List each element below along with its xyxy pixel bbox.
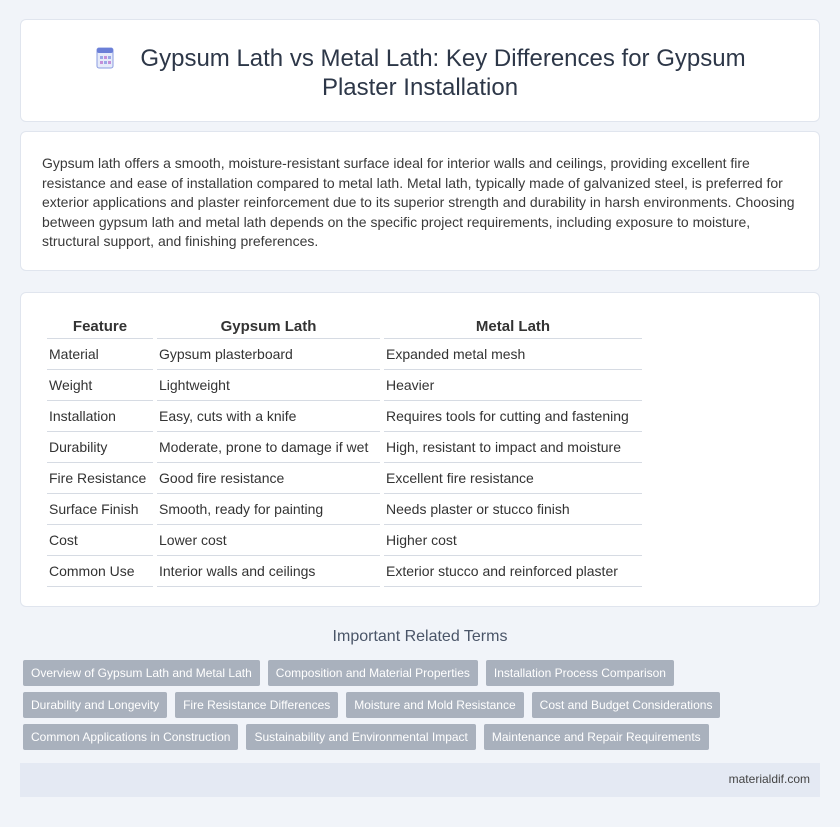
related-tag[interactable]: Fire Resistance Differences <box>175 692 338 718</box>
related-tag[interactable]: Moisture and Mold Resistance <box>346 692 523 718</box>
table-row <box>47 432 642 463</box>
metal-cell: Excellent fire resistance <box>384 463 642 494</box>
footer-site[interactable]: materialdif.com <box>728 772 810 786</box>
related-tags-row-1 <box>23 660 674 686</box>
metal-cell: Higher cost <box>384 525 642 556</box>
title-wrap <box>21 44 819 102</box>
feature-cell: Material <box>47 339 153 370</box>
feature-cell: Durability <box>47 432 153 463</box>
document-icon <box>94 47 116 69</box>
gypsum-cell: Smooth, ready for painting <box>157 494 380 525</box>
page-title-text: Gypsum Lath vs Metal Lath: Key Differences for Gypsum Plaster Installation <box>140 45 746 101</box>
feature-cell: Weight <box>47 370 153 401</box>
gypsum-cell: Moderate, prone to damage if wet <box>157 432 380 463</box>
gypsum-cell: Lower cost <box>157 525 380 556</box>
feature-cell: Fire Resistance <box>47 463 153 494</box>
related-tag[interactable]: Cost and Budget Considerations <box>532 692 721 718</box>
table-row <box>47 370 642 401</box>
metal-cell: Expanded metal mesh <box>384 339 642 370</box>
related-tag[interactable]: Composition and Material Properties <box>268 660 478 686</box>
table-row <box>47 401 642 432</box>
header-gypsum-lath: Gypsum Lath <box>157 315 380 339</box>
summary-text: Gypsum lath offers a smooth, moisture-resistant surface ideal for interior walls and ceilings, providing excellent fire resistance and ease of installation compared to metal lath. Metal lath, typically made of galvanized steel, is preferred for exterior applications and plaster reinforcement due to its superior strength and durability in harsh environments. Choosing between gypsum lath and metal lath depends on the specific project requirements, including exposure to moisture, structural support, and finishing preferences. <box>42 155 795 250</box>
metal-cell: Needs plaster or stucco finish <box>384 494 642 525</box>
table-row <box>47 463 642 494</box>
metal-cell: Exterior stucco and reinforced plaster <box>384 556 642 587</box>
related-tag[interactable]: Overview of Gypsum Lath and Metal Lath <box>23 660 260 686</box>
page-title <box>61 44 779 102</box>
header-card <box>20 19 820 122</box>
metal-cell: Heavier <box>384 370 642 401</box>
table-row <box>47 339 642 370</box>
gypsum-cell: Good fire resistance <box>157 463 380 494</box>
comparison-table-card <box>20 292 820 607</box>
metal-cell: Requires tools for cutting and fastening <box>384 401 642 432</box>
related-tags-row-2 <box>23 692 720 718</box>
gypsum-cell: Gypsum plasterboard <box>157 339 380 370</box>
gypsum-cell: Interior walls and ceilings <box>157 556 380 587</box>
table-row <box>47 525 642 556</box>
related-tags-row-3 <box>23 724 709 750</box>
related-tag[interactable]: Maintenance and Repair Requirements <box>484 724 709 750</box>
related-terms-heading: Important Related Terms <box>332 628 508 645</box>
related-tag[interactable]: Installation Process Comparison <box>486 660 674 686</box>
related-tag[interactable]: Common Applications in Construction <box>23 724 238 750</box>
table-row <box>47 556 642 587</box>
header-metal-lath: Metal Lath <box>384 315 642 339</box>
summary-card <box>20 131 820 271</box>
gypsum-cell: Lightweight <box>157 370 380 401</box>
comparison-table <box>43 315 646 587</box>
gypsum-cell: Easy, cuts with a knife <box>157 401 380 432</box>
table-header-row <box>47 315 642 339</box>
feature-cell: Cost <box>47 525 153 556</box>
header-feature: Feature <box>47 315 153 339</box>
metal-cell: High, resistant to impact and moisture <box>384 432 642 463</box>
table-row <box>47 494 642 525</box>
related-tag[interactable]: Sustainability and Environmental Impact <box>246 724 475 750</box>
feature-cell: Surface Finish <box>47 494 153 525</box>
footer <box>20 763 820 797</box>
feature-cell: Installation <box>47 401 153 432</box>
feature-cell: Common Use <box>47 556 153 587</box>
related-tag[interactable]: Durability and Longevity <box>23 692 167 718</box>
